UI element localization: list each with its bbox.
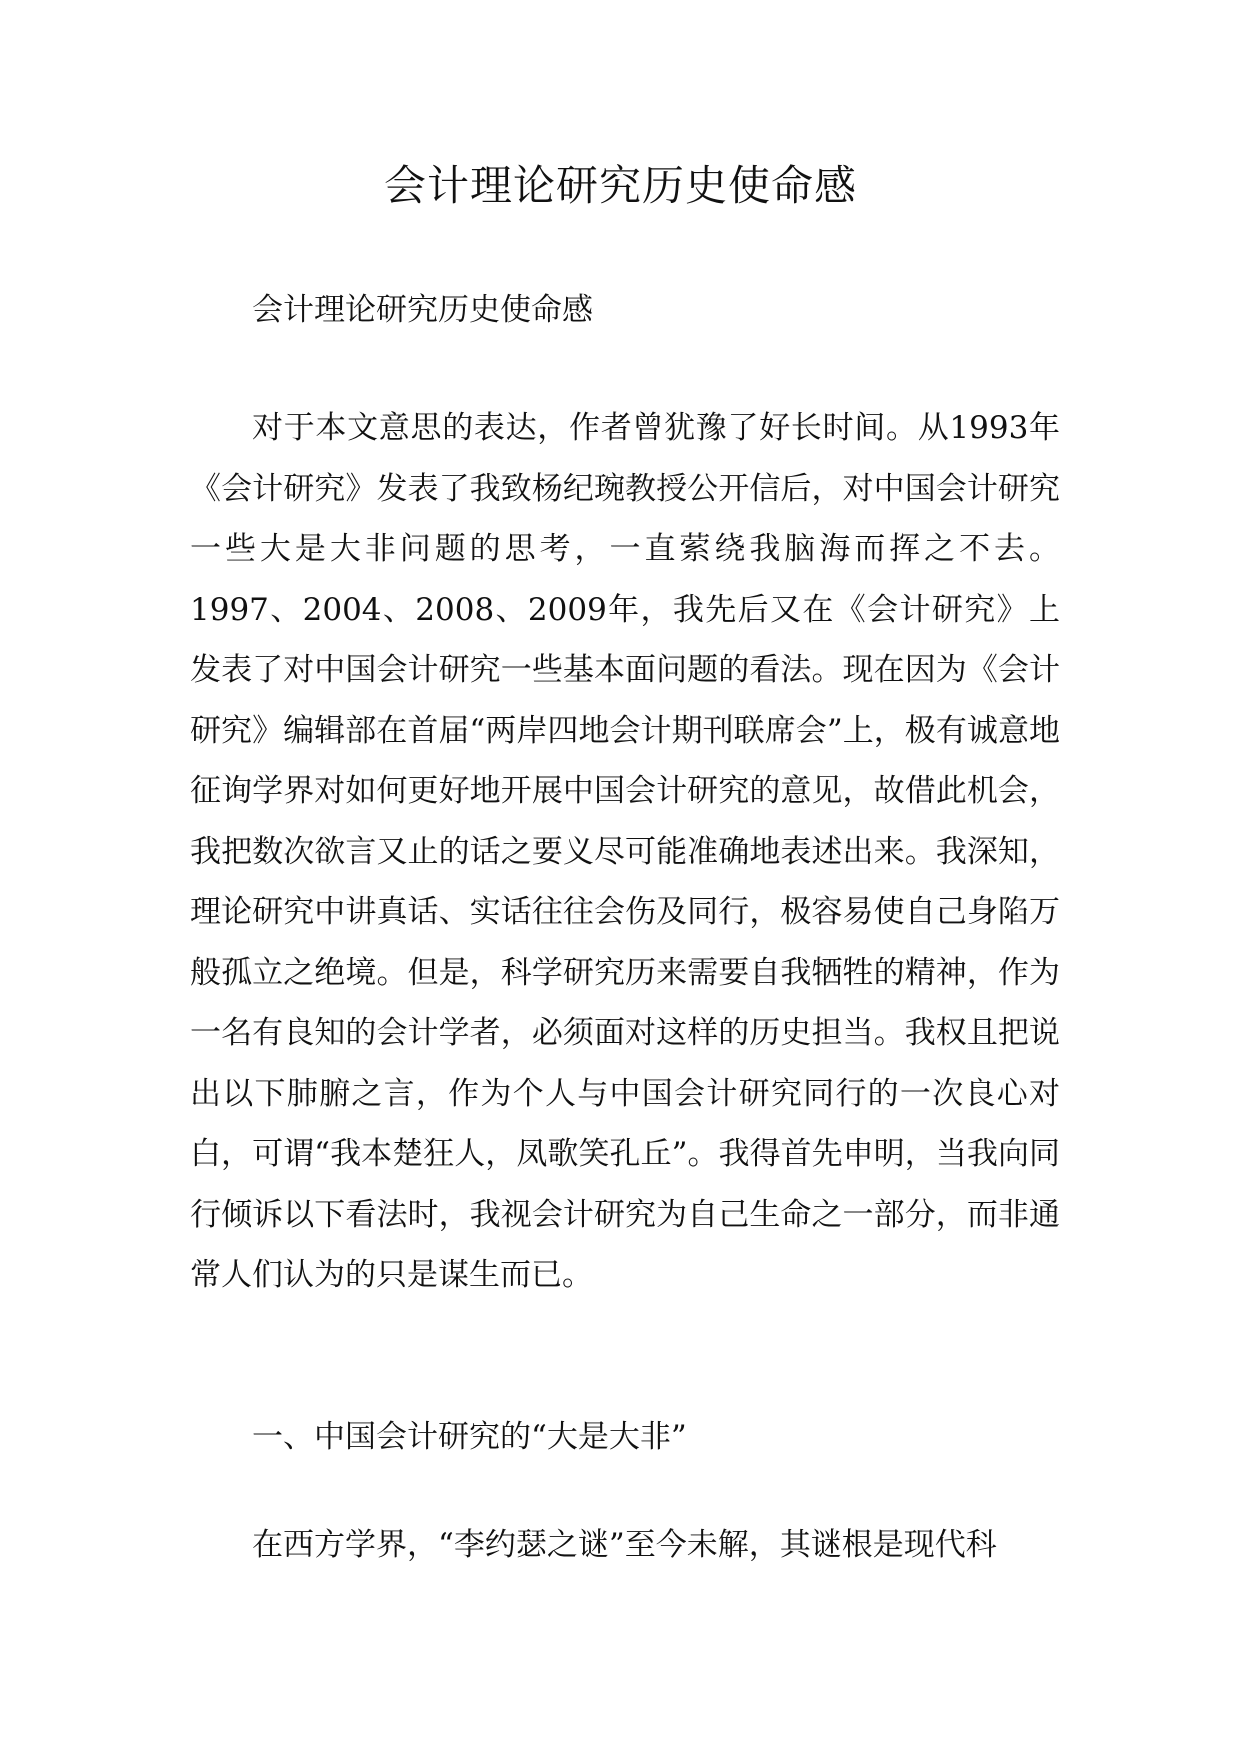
document-subtitle: 会计理论研究历史使命感 — [252, 292, 593, 328]
body-paragraph: 对于本文意思的表达，作者曾犹豫了好长时间。从1993年《会计研究》发表了我致杨纪琬教授公开信后，对中国会计研究一些大是大非问题的思考，一直萦绕我脑海而挥之不去。1997、2004、2008、2009年，我先后又在《会计研究》上发表了对中国会计研究一些基本面问题的看法。现在因为《会计研究》编辑部在首届“两岸四地会计期刊联席会”上，极有诚意地征询学界对如何更好地开展中国会计研究的意见，故借此机会，我把数次欲言又止的话之要义尽可能准确地表述出来。我深知，理论研究中讲真话、实话往往会伤及同行，极容易使自己身陷万般孤立之绝境。但是，科学研究历来需要自我牺牲的精神，作为一名有良知的会计学者，必须面对这样的历史担当。我权且把说出以下肺腑之言，作为个人与中国会计研究同行的一次良心对白，可谓“我本楚狂人，凤歌笑孔丘”。我得首先申明，当我向同行倾诉以下看法时，我视会计研究为自己生命之一部分，而非通常人们认为的只是谋生而已。 — [190, 410, 1060, 1293]
document-title: 会计理论研究历史使命感 — [383, 161, 857, 210]
body-paragraph-continued: 在西方学界，“李约瑟之谜”至今未解，其谜根是现代科 — [252, 1527, 997, 1563]
section-heading: 一、中国会计研究的“大是大非” — [252, 1419, 687, 1455]
